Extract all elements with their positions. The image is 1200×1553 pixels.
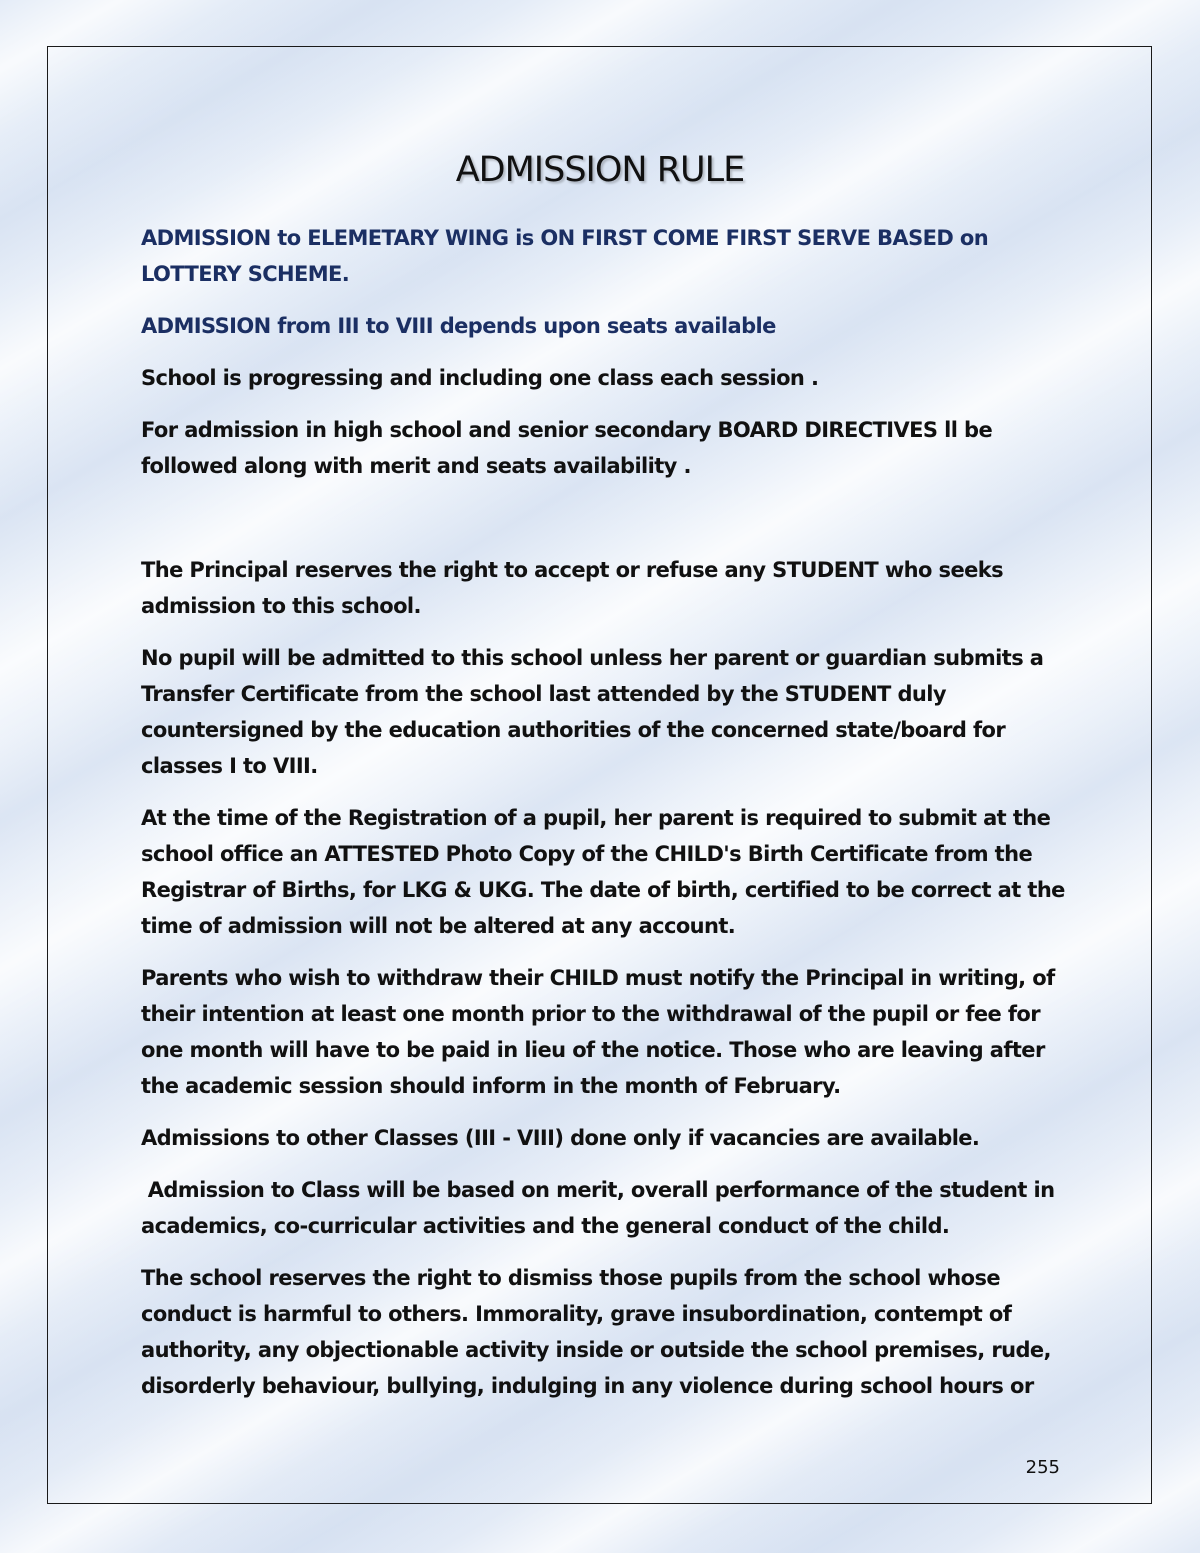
paragraph-transfer-certificate: No pupil will be admitted to this school unless her parent or guardian submits a Transfer Certificate from the school last attended by the STUDENT duly countersigned by the education authorities of the concerned state/board for classes I to VIII. [141,646,1044,778]
paragraph-principal-rights: The Principal reserves the right to accept or refuse any STUDENT who seeks admission to this school. [141,558,1004,618]
paragraph-board-directives: For admission in high school and senior secondary BOARD DIRECTIVES ll be followed along with merit and seats availability . [141,418,993,478]
paragraph-lottery-scheme: ADMISSION to ELEMETARY WING is ON FIRST COME FIRST SERVE BASED on LOTTERY SCHEME. [141,226,989,286]
blank-line [141,500,1076,536]
paragraph-seats-available: ADMISSION from III to VIII depends upon seats available [141,314,776,338]
paragraph-vacancies: Admissions to other Classes (III - VIII) done only if vacancies are available. [141,1126,980,1150]
document-body [141,220,1076,1420]
paragraph-school-progressing: School is progressing and including one class each session . [141,366,819,390]
paragraph-birth-certificate: At the time of the Registration of a pupil, her parent is required to submit at the school office an ATTESTED Photo Copy of the CHILD's Birth Certificate from the Registrar of Births, for LKG & UKG. The date of birth, certified to be correct at the time of admission will not be altered at any account. [141,806,1065,938]
paragraph-merit-admission: Admission to Class will be based on merit, overall performance of the student in academics, co-curricular activities and the general conduct of the child. [141,1178,1062,1238]
page-title: ADMISSION RULE [455,150,745,190]
paragraph-withdrawal-notice: Parents who wish to withdraw their CHILD must notify the Principal in writing, of their intention at least one month prior to the withdrawal of the pupil or fee for one month will have to be paid in lieu of the notice. Those who are leaving after the academic session should inform in the month of February. [141,966,1055,1098]
paragraph-dismissal-conduct: The school reserves the right to dismiss those pupils from the school whose conduct is harmful to others. Immorality, grave insubordination, contempt of authority, any objectionable activity inside or outside the school premises, rude, disorderly behaviour, bullying, indulging in any violence during school hours or [141,1266,1051,1398]
page-number: 255 [1025,1457,1060,1478]
